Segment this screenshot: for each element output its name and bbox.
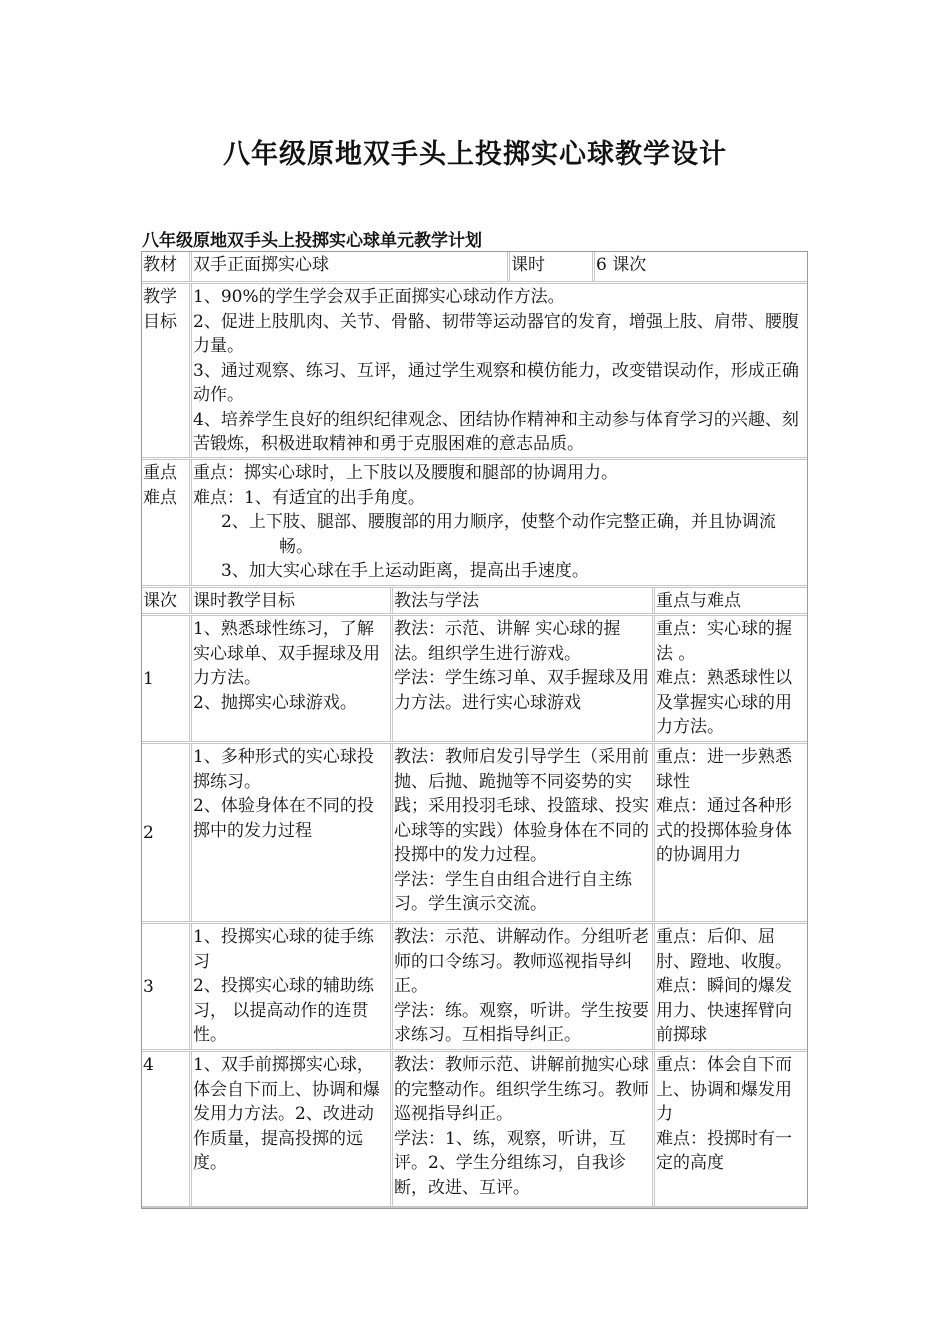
difficulty-2-cont: 畅。	[279, 536, 313, 557]
keypoints-label-line1: 重点	[143, 463, 177, 483]
header-lesson-number: 课次	[142, 588, 192, 613]
goal-item-3: 3、通过观察、练习、互评，通过学生观察和模仿能力，改变错误动作，形成正确动作。	[193, 360, 799, 405]
lesson-focus: 重点：后仰、屈肘、蹬地、收腹。 难点：瞬间的爆发用力、快速挥臂向前掷球	[656, 927, 792, 1045]
lesson-number: 1	[142, 616, 192, 741]
keypoints-label-line2: 难点	[143, 487, 177, 508]
goals-label	[142, 284, 192, 457]
lesson-row	[142, 924, 807, 1052]
material-value: 双手正面掷实心球	[192, 252, 510, 281]
lesson-focus: 重点：进一步熟悉球性 难点：通过各种形式的投掷体验身体的协调用力	[656, 747, 792, 865]
difficulty-2: 2、上下肢、腿部、腰腹部的用力顺序，使整个动作完整正确，并且协调流	[221, 512, 776, 532]
header-methods: 教法与学法	[393, 588, 655, 613]
section-subtitle: 八年级原地双手头上投掷实心球单元教学计划	[142, 231, 482, 251]
difficulty-1: 难点：1、有适宜的出手角度。	[193, 487, 425, 508]
header-lesson-goals: 课时教学目标	[192, 588, 393, 613]
lesson-number: 2	[142, 744, 192, 921]
lesson-focus: 重点：体会自下而上、协调和爆发用力 难点：投掷时有一定的高度	[656, 1055, 792, 1173]
teaching-plan-table	[141, 251, 808, 1209]
lesson-methods: 教法：教师示范、讲解前抛实心球的完整动作。组织学生练习。教师巡视指导纠正。 学法：1、练，观察，听讲，互评。2、学生分组练习，自我诊断，改进、互评。	[393, 1052, 655, 1206]
goals-label-line1: 教学	[143, 287, 177, 307]
document-title: 八年级原地双手头上投掷实心球教学设计	[223, 139, 727, 170]
lesson-header-row	[142, 588, 807, 616]
focus-text: 重点：掷实心球时，上下肢以及腰腹和腿部的协调用力。	[193, 463, 618, 483]
lesson-row	[142, 616, 807, 744]
lesson-methods: 教法：示范、讲解动作。分组听老师的口令练习。教师巡视指导纠正。 学法：练。观察，听讲。学生按要求练习。互相指导纠正。	[393, 924, 655, 1049]
hours-label: 课时	[510, 252, 595, 281]
keypoints-row	[142, 460, 807, 588]
goals-row	[142, 284, 807, 460]
lesson-methods: 教法：示范、讲解 实心球的握法。组织学生进行游戏。 学法：学生练习单、双手握球及用力方法。进行实心球游戏	[393, 616, 655, 741]
goal-item-4: 4、培养学生良好的组织纪律观念、团结协作精神和主动参与体育学习的兴趣、刻苦锻炼，积极进取精神和勇于克服困难的意志品质。	[193, 409, 799, 454]
lesson-focus: 重点：实心球的握法 。 难点：熟悉球性以及掌握实心球的用力方法。	[656, 619, 792, 737]
lesson-number: 4	[142, 1052, 192, 1206]
goal-item-1: 1、90%的学生学会双手正面掷实心球动作方法。	[193, 287, 565, 307]
hours-value: 6 课次	[596, 255, 647, 275]
lesson-goals: 1、投掷实心球的徒手练习 2、投掷实心球的辅助练习， 以提高动作的连贯性。	[192, 924, 393, 1049]
lesson-row	[142, 744, 807, 924]
goal-item-2: 2、促进上肢肌肉、关节、骨骼、韧带等运动器官的发育，增强上肢、肩带、腰腹力量。	[193, 311, 799, 356]
lesson-goals: 1、多种形式的实心球投掷练习。 2、体验身体在不同的投掷中的发力过程	[192, 744, 393, 921]
keypoints-label	[142, 460, 192, 585]
lesson-row	[142, 1052, 807, 1208]
material-label: 教材	[142, 252, 192, 281]
difficulty-3: 3、加大实心球在手上运动距离，提高出手速度。	[221, 561, 589, 581]
material-row	[142, 252, 807, 284]
lesson-goals: 1、熟悉球性练习，了解实心球单、双手握球及用力方法。 2、抛掷实心球游戏。	[192, 616, 393, 741]
header-focus: 重点与难点	[656, 591, 741, 611]
goals-content	[192, 284, 807, 457]
goals-label-line2: 目标	[143, 311, 177, 332]
lesson-number: 3	[142, 924, 192, 1049]
keypoints-content	[192, 460, 807, 585]
lesson-methods: 教法：教师启发引导学生（采用前抛、后抛、跪抛等不同姿势的实践；采用投羽毛球、投篮球、投实心球等的实践）体验身体在不同的投掷中的发力过程。 学法：学生自由组合进行自主练习。学生演示交流。	[393, 744, 655, 921]
lesson-goals: 1、双手前掷掷实心球，体会自下而上、协调和爆发用力方法。2、改进动作质量，提高投掷的远度。	[192, 1052, 393, 1206]
